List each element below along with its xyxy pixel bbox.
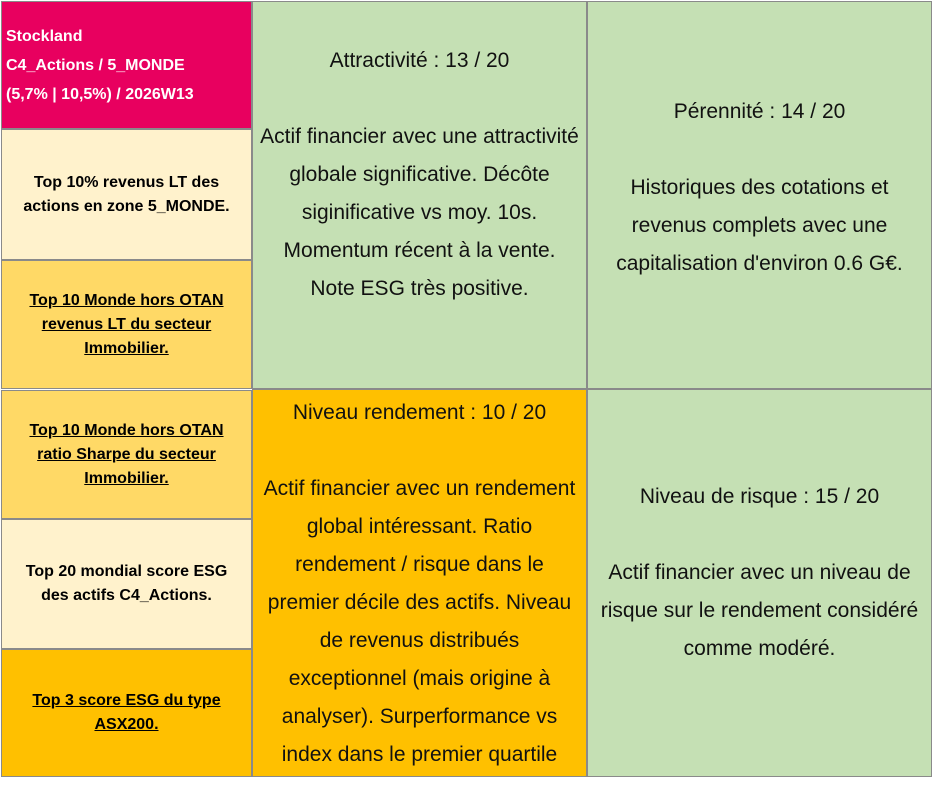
risque-body: Actif financier avec un niveau de risque sur le rendement considéré comme modéré. — [600, 561, 919, 660]
asset-header — [1, 1, 252, 129]
badge-top10-revenus-secteur[interactable]: Top 10 Monde hors OTAN revenus LT du secteur Immobilier. — [1, 260, 252, 389]
asset-rates-week: (5,7% | 10,5%) / 2026W13 — [6, 85, 194, 103]
perennite-title: Pérennité : 14 / 20 — [673, 100, 846, 123]
rendement-body: Actif financier avec un rendement global intéressant. Ratio rendement / risque dans le premier décile des actifs. Niveau de revenus distribués exceptionnel (mais origine à analyser). Surperformance vs index dans le premier quartile — [263, 477, 576, 766]
asset-classification: C4_Actions / 5_MONDE — [6, 56, 185, 74]
rendement-panel — [252, 389, 587, 777]
badge-top3-esg-asx200[interactable]: Top 3 score ESG du type ASX200. — [1, 649, 252, 777]
perennite-body: Historiques des cotations et revenus complets avec une capitalisation d'environ 0.6 G€. — [616, 176, 903, 275]
attractivite-title: Attractivité : 13 / 20 — [329, 49, 510, 72]
attractivite-body: Actif financier avec une attractivité globale significative. Décôte siginificative vs moy. 10s. Momentum récent à la vente. Note ESG très positive. — [260, 125, 579, 300]
risque-panel — [587, 389, 932, 777]
badge-top10-revenus-zone: Top 10% revenus LT des actions en zone 5_MONDE. — [1, 129, 252, 260]
asset-name: Stockland — [6, 27, 83, 45]
perennite-panel — [587, 1, 932, 389]
badge-top20-esg-mondial: Top 20 mondial score ESG des actifs C4_Actions. — [1, 519, 252, 649]
attractivite-panel — [252, 1, 587, 389]
badge-top10-sharpe-secteur[interactable]: Top 10 Monde hors OTAN ratio Sharpe du secteur Immobilier. — [1, 390, 252, 519]
rendement-title: Niveau rendement : 10 / 20 — [292, 401, 547, 424]
risque-title: Niveau de risque : 15 / 20 — [639, 485, 880, 508]
